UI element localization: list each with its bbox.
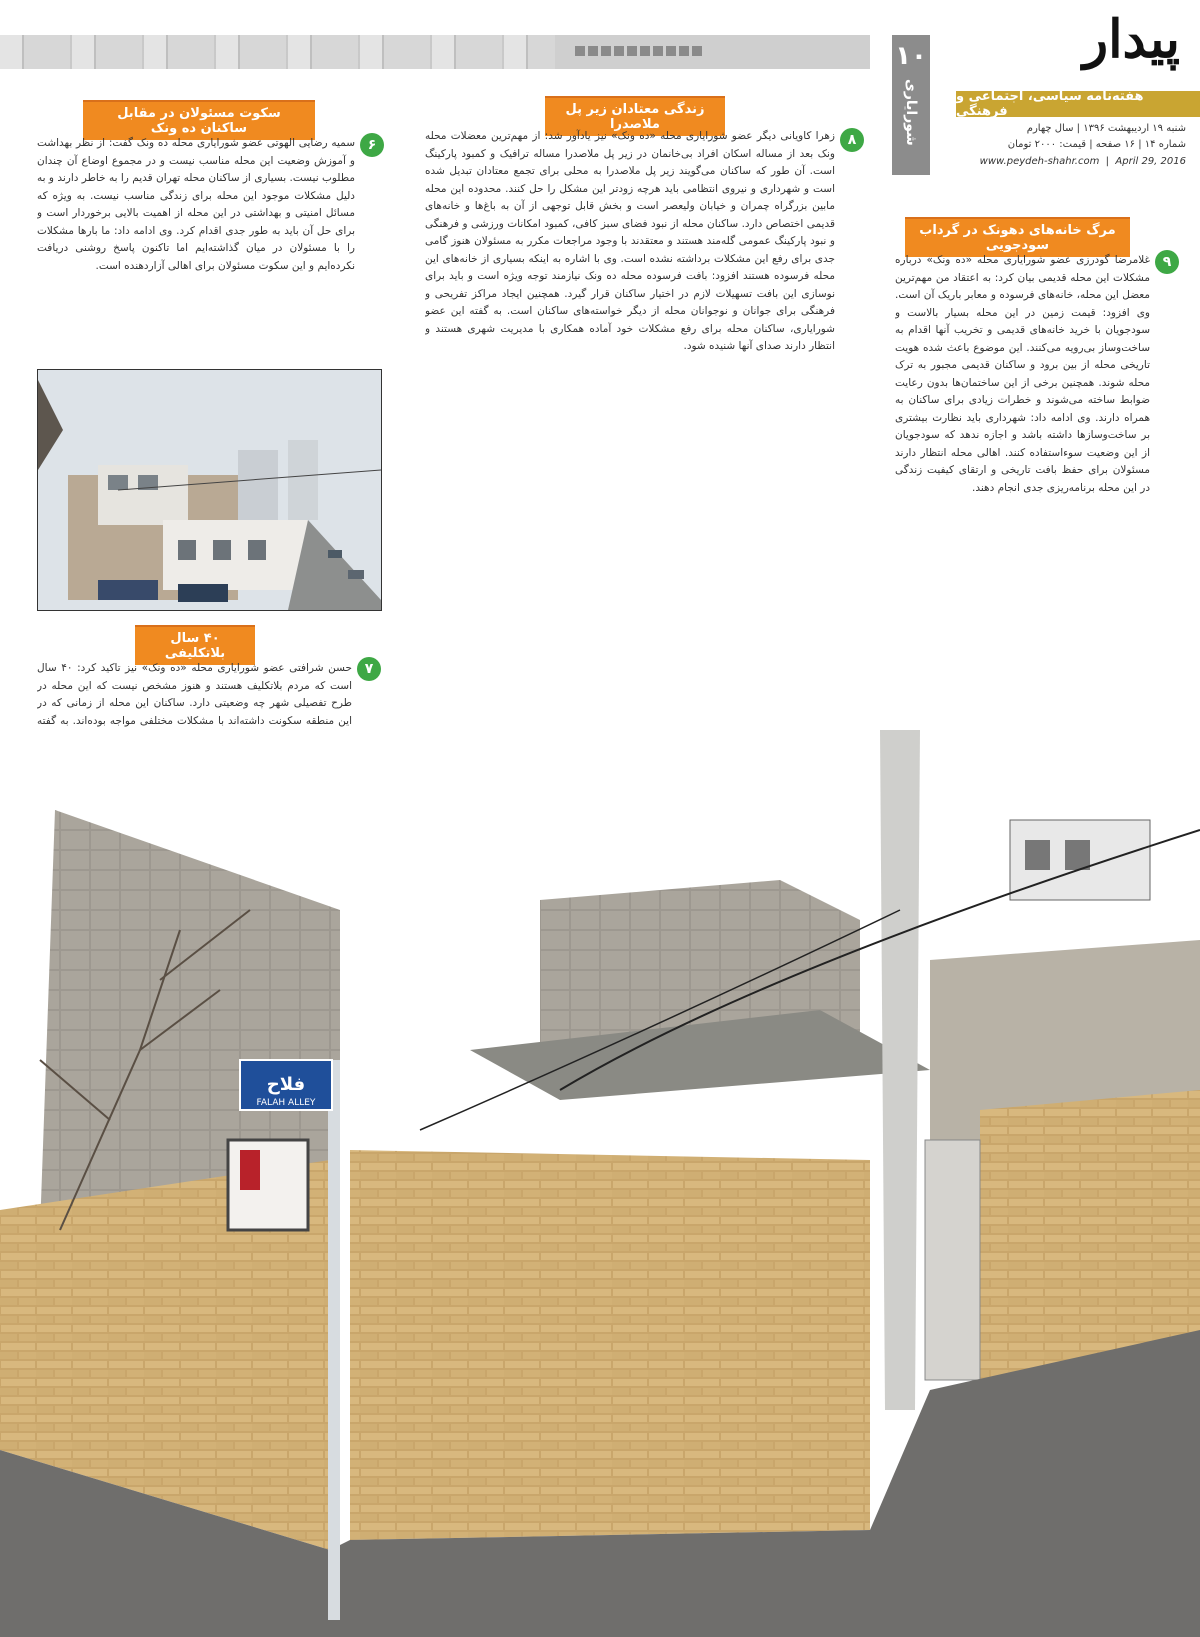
page-number-tab [892,35,930,175]
alley-photo [0,730,1200,1637]
article-9-body: غلامرضا گودرزی عضو شورایاری محله «ده ونک» درباره مشکلات این محله قدیمی بیان کرد: به اعتقاد من مهم‌ترین معضل این محله، خانه‌های فرسوده و معابر باریک آن است. وی افزود: قیمت زمین در این محله بسیار بالاست و سودجویان با خرید خانه‌های قدیمی و تخریب آنها اقدام به ساخت‌وساز بی‌رویه می‌کنند. این موضوع باعث شده هویت تاریخی محله از بین برود و ساکنان قدیمی مجبور به ترک محله شوند. همچنین برخی از این ساختمان‌ها بدون رعایت ضوابط ساخته می‌شوند و خطرات زیادی برای ساکنان به همراه دارند. وی ادامه داد: شهرداری باید نظارت بیشتری بر ساخت‌وسازها داشته باشد و اجازه ندهد که سودجویان از این وضعیت سوءاستفاده کنند. اهالی محله انتظار دارند مسئولان برای حفظ بافت تاریخی و ارتقای کیفیت زندگی در این محله برنامه‌ریزی جدی انجام دهند. [895,254,1150,494]
article-8-title: زندگی معتادان زیر پل ملاصدرا [545,96,725,136]
neighborhood-photo-image [38,370,381,610]
article-7-header [135,625,255,665]
article-8-number: ۸ [840,128,864,152]
article-6-number: ۶ [360,133,384,157]
top-decorative-band [0,35,870,69]
street-sign [240,1060,332,1110]
website[interactable]: www.peydeh-shahr.com [979,156,1100,167]
date-line: شنبه ۱۹ اردیبهشت ۱۳۹۶ | سال چهارم [1026,123,1186,134]
band-pattern [0,35,555,69]
article-9-title: مرگ خانه‌های دهونک در گرداب سودجویی [905,217,1130,257]
page-number: ۱۰ [895,41,927,71]
band-squares [575,46,702,56]
masthead [938,5,1200,177]
article-6-header [83,100,315,140]
sign-english: FALAH ALLEY [256,1098,316,1108]
article-6-title: سکوت مسئولان در مقابل ساکنان ده ونک [83,100,315,140]
sign-persian: فلاح [266,1074,306,1095]
masthead-subtitle: هفته‌نامه سیاسی، اجتماعی و فرهنگی [956,91,1200,117]
article-8-body: زهرا کاویانی دیگر عضو شورایاری محله «ده ونک» نیز یادآور شد: از مهم‌ترین معضلات محله ونک بعد از مساله اسکان افراد بی‌خانمان در زیر پل ملاصدرا مساله ترافیک و کمبود پارکینگ است. آن طور که ساکنان می‌گویند زیر پل ملاصدرا به محلی برای تجمع معتادان تبدیل شده است و شهرداری و نیروی انتظامی باید هرچه زودتر این مشکل را حل کنند. محدوده این محله مابین بزرگراه چمران و خیابان ولیعصر است و بخش قابل توجهی از آن به باغ‌ها و خانه‌های قدیمی اختصاص دارد. ساکنان محله از نبود فضای سبز کافی، کمبود امکانات ورزشی و فرهنگی و نبود پارکینگ عمومی گله‌مند هستند و معتقدند با وجود مراجعات مکرر به مسئولان هنوز گامی جدی برای رفع این مشکلات برداشته نشده است. وی با اشاره به اینکه بسیاری از خانه‌های این محله فرسوده هستند افزود: بافت فرسوده محله ده ونک نیازمند توجه ویژه است و باید برای نوسازی این بافت تسهیلات لازم در اختیار ساکنان قرار گیرد. همچنین ایجاد مراکز تفریحی و فرهنگی برای جوانان و نوجوانان محله از دیگر خواسته‌های ساکنان است. به گفته این عضو شورایاری، ساکنان محله برای رفع مشکلات خود آماده همکاری با مدیریت شهری هستند و انتظار دارند صدای آنها شنیده شود. [425,130,835,352]
article-7-number: ۷ [357,657,381,681]
neighborhood-photo [37,369,382,611]
issue-line: شماره ۱۴ | ۱۶ صفحه | قیمت: ۲۰۰۰ تومان [1007,139,1186,150]
alley-photo-image [0,730,1200,1637]
article-6-body: سمیه رضایی الهوتی عضو شورایاری محله ده ونک گفت: از نظر بهداشت و آموزش وضعیت این محله مناسب نیست و در مجموع اوضاع آن چندان مطلوب نیست. بسیاری از ساکنان محله تهران قدیم را به خاطر دارند و به دلیل مشکلات موجود این محله برای زندگی مناسب نیست. به ویژه که مسائل امنیتی و بهداشتی در این محله از اهمیت بالایی برخوردار است و برای حل آن باید به طور جدی اقدام کرد. وی ادامه داد: ما بارها مشکلات را با مسئولان در میان گذاشته‌ایم اما تاکنون پاسخ روشنی دریافت نکرده‌ایم و این سکوت مسئولان برای اهالی آزاردهنده است. [37,137,355,272]
logo: پیدار [1082,9,1180,70]
web-line: www.peydeh-shahr.com | April 29, 2016 [979,156,1186,167]
article-7-body: حسن شرافتی عضو شورایاری محله «ده ونک» نیز تاکید کرد: ۴۰ سال است که مردم بلاتکلیف هستند و هنوز مشخص نیست که این محله در طرح تفصیلی شهر چه وضعیتی دارد. ساکنان این محله از زمانی که در این منطقه سکونت داشته‌اند با مشکلات مختلفی مواجه بوده‌اند. به گفته [37,662,352,727]
article-7-title: ۴۰ سال بلاتکلیفی [135,625,255,665]
article-9-number: ۹ [1155,250,1179,274]
gregorian-date: April 29, 2016 [1115,156,1186,167]
article-9-header [905,217,1130,257]
section-name: شورایاری [903,79,919,146]
